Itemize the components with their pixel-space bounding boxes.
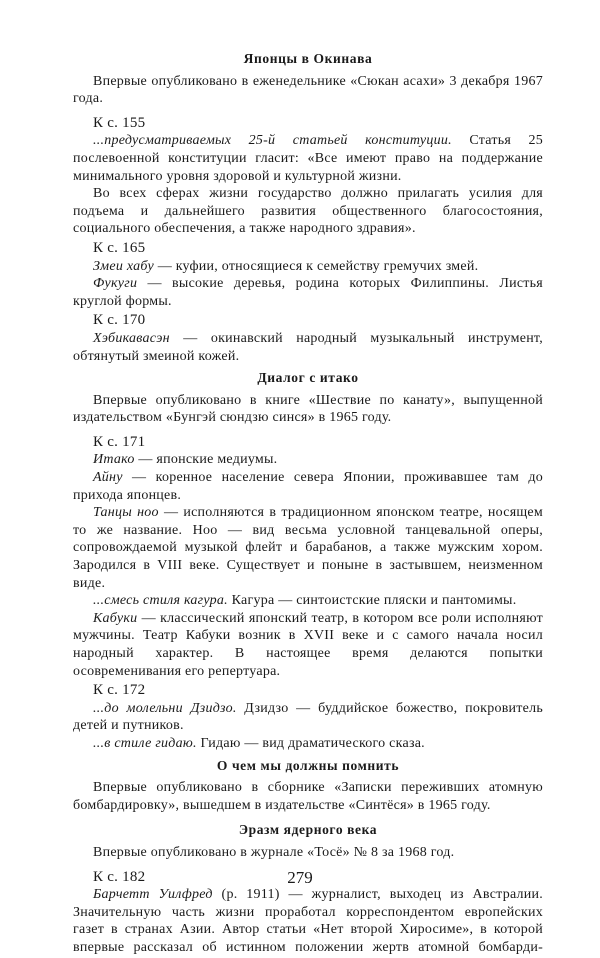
note-section: [73, 757, 543, 815]
note-text: Впервые опубликовано в книге «Шествие по канату», выпущенной издательством «Бунгэй сюндзю синся» в 1965 году.: [73, 392, 543, 426]
note-text: — японские медиумы.: [134, 452, 278, 468]
note-paragraph: [73, 330, 543, 365]
publication-note: [73, 392, 543, 427]
section-title: О чем мы должны помнить: [216, 757, 400, 773]
note-term: ...смесь стиля кагура.: [93, 593, 228, 609]
note-paragraph: [73, 610, 543, 680]
page-reference: К с. 155: [93, 114, 146, 131]
page-reference: К с. 165: [93, 239, 146, 256]
note-paragraph: [73, 700, 543, 735]
note-term: Хэбикавасэн: [93, 330, 170, 346]
note-text: — классический японский театр, в котором все роли исполняют мужчины. Театр Кабуки возник в XVII веке и с самого начала носил народный характер. В настоящее время делаются попытки осовременивания его репертуара.: [73, 610, 543, 679]
note-term: ...до молельни Дзидзо.: [93, 700, 237, 716]
section-title: Диалог с итако: [257, 370, 359, 386]
note-text: Статья 25 послевоенной конституции гласит: «Все имеют право на поддержание минимального уровня здоровой и культурной жизни.: [73, 133, 543, 184]
note-term: ...в стиле гидаю.: [93, 735, 197, 751]
note-paragraph: [73, 469, 543, 504]
section-title: Эразм ядерного века: [238, 822, 378, 838]
note-term: Танцы ноо: [93, 505, 159, 521]
note-term: Барчетт Уилфред: [93, 887, 213, 903]
note-text: — окинавский народный музыкальный инструмент, обтянутый змеиной кожей.: [73, 330, 543, 364]
publication-note: [73, 73, 543, 108]
note-text: Дзидзо — буддийское божество, покровитель детей и путников.: [73, 700, 543, 734]
note-term: ...предусматриваемых 25-й статьей конституции.: [93, 133, 452, 149]
note-paragraph: [73, 258, 543, 276]
note-term: Фукуги: [93, 276, 138, 292]
note-text: Впервые опубликовано в сборнике «Записки переживших атомную бомбардировку», вышедшем в издательстве «Синтёся» в 1965 году.: [73, 780, 543, 813]
note-section: [73, 821, 543, 956]
page-reference: К с. 172: [93, 682, 146, 699]
note-term: Змеи хабу: [93, 258, 154, 274]
note-paragraph: [73, 275, 543, 310]
note-text: — исполняются в традиционном японском театре, носящем то же название. Ноо — вид весьма условной танцевальной оперы, сопровождаемой музыкой флейт и барабанов, а также мужским хором. Зародился в VIII веке. Существует и поныне в застывшем, неизменном виде.: [73, 505, 543, 591]
page-reference: К с. 171: [93, 433, 146, 450]
note-paragraph: [73, 132, 543, 185]
note-text: Впервые опубликовано в еженедельнике «Сюкан асахи» 3 декабря 1967 года.: [73, 73, 543, 107]
note-term: Айну: [93, 470, 123, 486]
note-term: Итако: [93, 452, 135, 468]
page-reference: К с. 182: [93, 868, 146, 885]
note-paragraph: [73, 592, 543, 610]
note-text: Кагура — синтоистские пляски и пантомимы.: [227, 593, 517, 609]
note-text: — куфии, относящиеся к семейству гремучих змей.: [153, 258, 479, 274]
note-paragraph: [73, 886, 543, 956]
publication-note: [73, 779, 543, 814]
note-paragraph: [73, 504, 543, 592]
note-section: [73, 369, 543, 752]
publication-note: [73, 844, 543, 862]
note-text: Впервые опубликовано в журнале «Тосё» № 8 за 1968 год.: [93, 844, 455, 860]
note-text: (р. 1911) — журналист, выходец из Австралии. Значительную часть жизни проработал корреспондентом европейских газет в странах Азии. Автор статьи «Нет второй Хиросиме», в которой впервые рассказал об истинном положении жертв атомной бомбарди-: [73, 887, 544, 955]
page-reference: К с. 170: [93, 312, 146, 329]
note-text: — коренное население севера Японии, проживавшее там до прихода японцев.: [73, 470, 543, 503]
note-paragraph: [73, 735, 543, 753]
note-term: Кабуки: [93, 610, 138, 626]
note-text: — высокие деревья, родина которых Филиппины. Листья круглой формы.: [73, 276, 543, 309]
page-body: [73, 50, 543, 957]
section-title: Японцы в Окинава: [243, 51, 373, 66]
note-paragraph: [73, 185, 543, 238]
note-text: Гидаю — вид драматического сказа.: [196, 735, 425, 751]
page-number: 279: [287, 868, 313, 887]
note-section: [73, 50, 543, 365]
note-text: Во всех сферах жизни государство должно прилагать усилия для подъема и дальнейшего развития общественного благосостояния, социального обеспечения, а также народного здравия».: [73, 186, 543, 237]
note-paragraph: [73, 451, 543, 469]
